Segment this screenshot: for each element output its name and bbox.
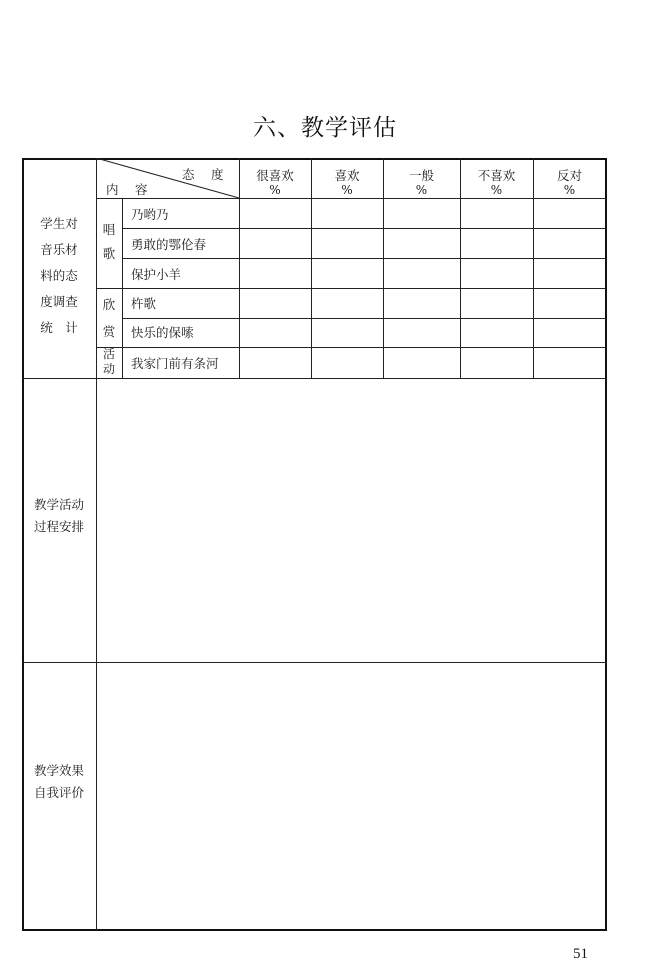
value-cell[interactable] bbox=[312, 289, 383, 318]
value-cell[interactable] bbox=[240, 319, 311, 347]
value-cell[interactable] bbox=[312, 229, 383, 258]
label-line: 音乐材 bbox=[40, 242, 78, 257]
page-title: 六、教学评估 bbox=[253, 115, 397, 141]
evaluation-section-label bbox=[22, 760, 96, 804]
percent-unit: % bbox=[341, 183, 353, 197]
category-char: 欣 bbox=[102, 297, 116, 312]
value-cell[interactable] bbox=[384, 348, 460, 378]
label-line: 教学活动 bbox=[33, 497, 84, 512]
item-label: 快乐的保嗦 bbox=[131, 325, 194, 340]
value-cell[interactable] bbox=[312, 199, 383, 228]
survey-section-label bbox=[22, 211, 96, 341]
value-cell[interactable] bbox=[240, 229, 311, 258]
category-char: 活 bbox=[102, 347, 115, 361]
value-cell[interactable] bbox=[240, 259, 311, 288]
column-header-label: 不喜欢 bbox=[477, 168, 516, 183]
category-activity bbox=[96, 347, 122, 377]
value-cell[interactable] bbox=[461, 229, 533, 258]
value-cell[interactable] bbox=[534, 229, 605, 258]
category-char: 动 bbox=[102, 362, 115, 376]
label-line: 学生对 bbox=[40, 216, 78, 231]
label-line: 过程安排 bbox=[33, 519, 84, 534]
value-cell[interactable] bbox=[534, 348, 605, 378]
category-char: 赏 bbox=[102, 324, 116, 339]
evaluation-content-area[interactable] bbox=[98, 664, 604, 928]
section-divider bbox=[22, 378, 607, 379]
value-cell[interactable] bbox=[461, 259, 533, 288]
label-line: 自我评价 bbox=[33, 785, 84, 800]
column-header-oppose bbox=[533, 166, 606, 197]
item-label: 乃哟乃 bbox=[131, 207, 169, 222]
table-right-border bbox=[605, 158, 607, 930]
value-cell[interactable] bbox=[240, 199, 311, 228]
value-cell[interactable] bbox=[312, 259, 383, 288]
item-label: 杵歌 bbox=[131, 296, 157, 311]
value-cell[interactable] bbox=[534, 259, 605, 288]
value-cell[interactable] bbox=[534, 199, 605, 228]
item-label: 我家门前有条河 bbox=[131, 356, 219, 371]
item-label: 勇敢的鄂伦春 bbox=[131, 237, 207, 252]
percent-unit: % bbox=[490, 183, 503, 197]
value-cell[interactable] bbox=[461, 199, 533, 228]
value-cell[interactable] bbox=[534, 289, 605, 318]
value-cell[interactable] bbox=[384, 229, 460, 258]
label-column-divider bbox=[96, 158, 97, 930]
label-line: 教学效果 bbox=[33, 763, 84, 778]
value-cell[interactable] bbox=[384, 319, 460, 347]
value-cell[interactable] bbox=[384, 199, 460, 228]
category-appreciation bbox=[96, 291, 122, 345]
column-header-very-like bbox=[239, 166, 311, 197]
percent-unit: % bbox=[415, 183, 428, 197]
column-header-label: 反对 bbox=[556, 168, 582, 183]
header-attitude-label: 态 度 bbox=[182, 167, 226, 182]
category-char: 歌 bbox=[102, 246, 116, 261]
column-header-dislike bbox=[460, 166, 533, 197]
label-line: 度调查 bbox=[40, 294, 78, 309]
value-cell[interactable] bbox=[312, 348, 383, 378]
category-singing bbox=[96, 218, 122, 266]
percent-unit: % bbox=[269, 183, 281, 197]
activity-section-label bbox=[22, 494, 96, 538]
value-cell[interactable] bbox=[461, 319, 533, 347]
page-number: 51 bbox=[573, 946, 588, 962]
value-cell[interactable] bbox=[240, 289, 311, 318]
column-header-like bbox=[311, 166, 383, 197]
header-content-label: 内 容 bbox=[106, 182, 150, 197]
column-header-label: 很喜欢 bbox=[256, 168, 294, 183]
column-header-neutral bbox=[383, 166, 460, 197]
value-cell[interactable] bbox=[384, 259, 460, 288]
value-cell[interactable] bbox=[461, 289, 533, 318]
column-header-label: 喜欢 bbox=[334, 168, 360, 183]
percent-unit: % bbox=[563, 183, 576, 197]
value-cell[interactable] bbox=[312, 319, 383, 347]
item-label: 保护小羊 bbox=[131, 267, 182, 282]
value-cell[interactable] bbox=[384, 289, 460, 318]
activity-content-area[interactable] bbox=[98, 380, 604, 661]
label-line: 料的态 bbox=[40, 268, 78, 283]
section-divider bbox=[22, 662, 607, 663]
category-char: 唱 bbox=[102, 222, 116, 237]
table-bottom-border bbox=[22, 929, 607, 931]
value-cell[interactable] bbox=[534, 319, 605, 347]
label-line: 统 计 bbox=[40, 320, 78, 335]
value-cell[interactable] bbox=[240, 348, 311, 378]
value-cell[interactable] bbox=[461, 348, 533, 378]
column-header-label: 一般 bbox=[408, 168, 434, 183]
